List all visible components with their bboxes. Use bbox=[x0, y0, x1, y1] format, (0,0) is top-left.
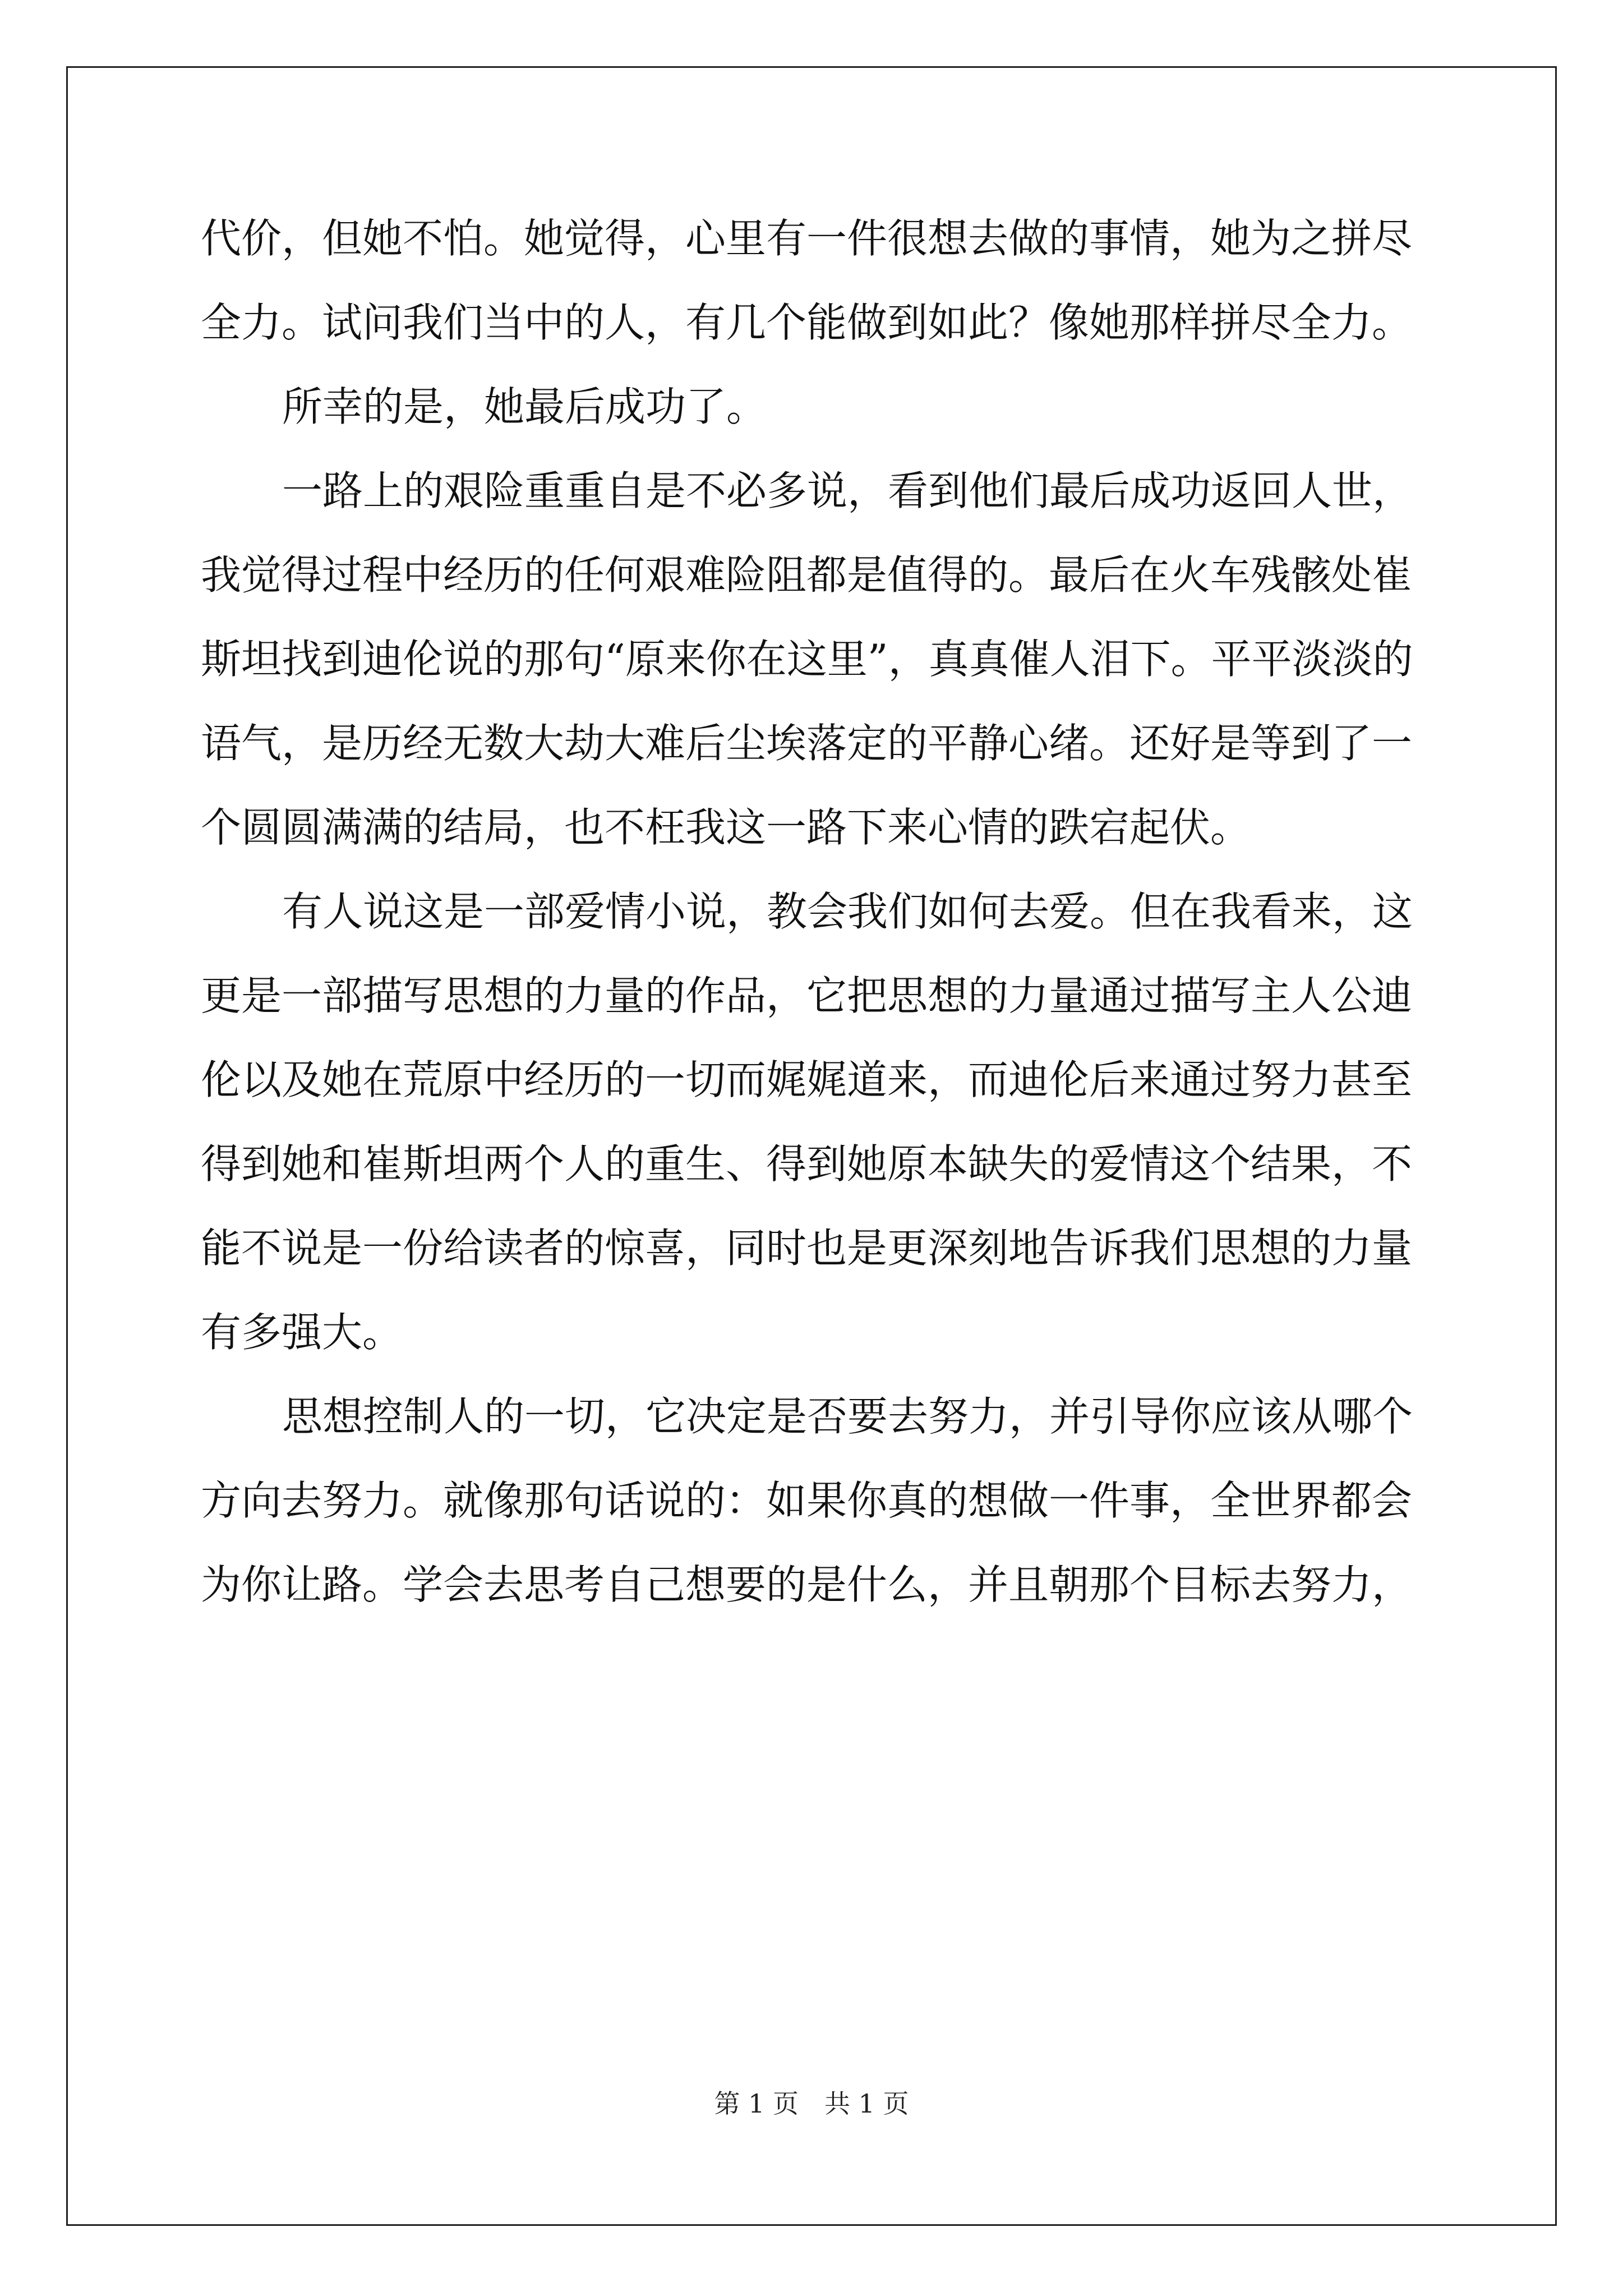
text-line: 全力。试问我们当中的人，有几个能做到如此？像她那样拼尽全力。 bbox=[201, 299, 1413, 346]
text-line: 更是一部描写思想的力量的作品，它把思想的力量通过描写主人公迪 bbox=[201, 972, 1413, 1019]
page-footer: 第 1 页 共 1 页 bbox=[714, 2088, 909, 2119]
text-line: 个圆圆满满的结局，也不枉我这一路下来心情的跌宕起伏。 bbox=[201, 804, 1251, 851]
text-line: 我觉得过程中经历的任何艰难险阻都是值得的。最后在火车残骸处崔 bbox=[201, 551, 1413, 599]
text-line: 伦以及她在荒原中经历的一切而娓娓道来，而迪伦后来通过努力甚至 bbox=[201, 1056, 1413, 1103]
paragraph-start-line: 一路上的艰险重重自是不必多说，看到他们最后成功返回人世， bbox=[282, 467, 1413, 514]
text-line: 斯坦找到迪伦说的那句“原来你在这里”，真真催人泪下。平平淡淡的 bbox=[201, 636, 1413, 683]
text-line: 得到她和崔斯坦两个人的重生、得到她原本缺失的爱情这个结果，不 bbox=[201, 1140, 1413, 1188]
text-line: 方向去努力。就像那句话说的：如果你真的想做一件事，全世界都会 bbox=[201, 1477, 1413, 1524]
text-line: 语气，是历经无数大劫大难后尘埃落定的平静心绪。还好是等到了一 bbox=[201, 720, 1413, 767]
paragraph-start-line: 有人说这是一部爱情小说，教会我们如何去爱。但在我看来，这 bbox=[282, 888, 1413, 935]
text-line: 能不说是一份给读者的惊喜，同时也是更深刻地告诉我们思想的力量 bbox=[201, 1225, 1413, 1272]
paragraph-start-line: 所幸的是，她最后成功了。 bbox=[282, 383, 767, 430]
text-line: 有多强大。 bbox=[201, 1309, 403, 1356]
paragraph-start-line: 思想控制人的一切，它决定是否要去努力，并引导你应该从哪个 bbox=[282, 1393, 1413, 1440]
text-line: 代价，但她不怕。她觉得，心里有一件很想去做的事情，她为之拼尽 bbox=[201, 215, 1413, 262]
text-line: 为你让路。学会去思考自己想要的是什么，并且朝那个目标去努力， bbox=[201, 1561, 1413, 1608]
